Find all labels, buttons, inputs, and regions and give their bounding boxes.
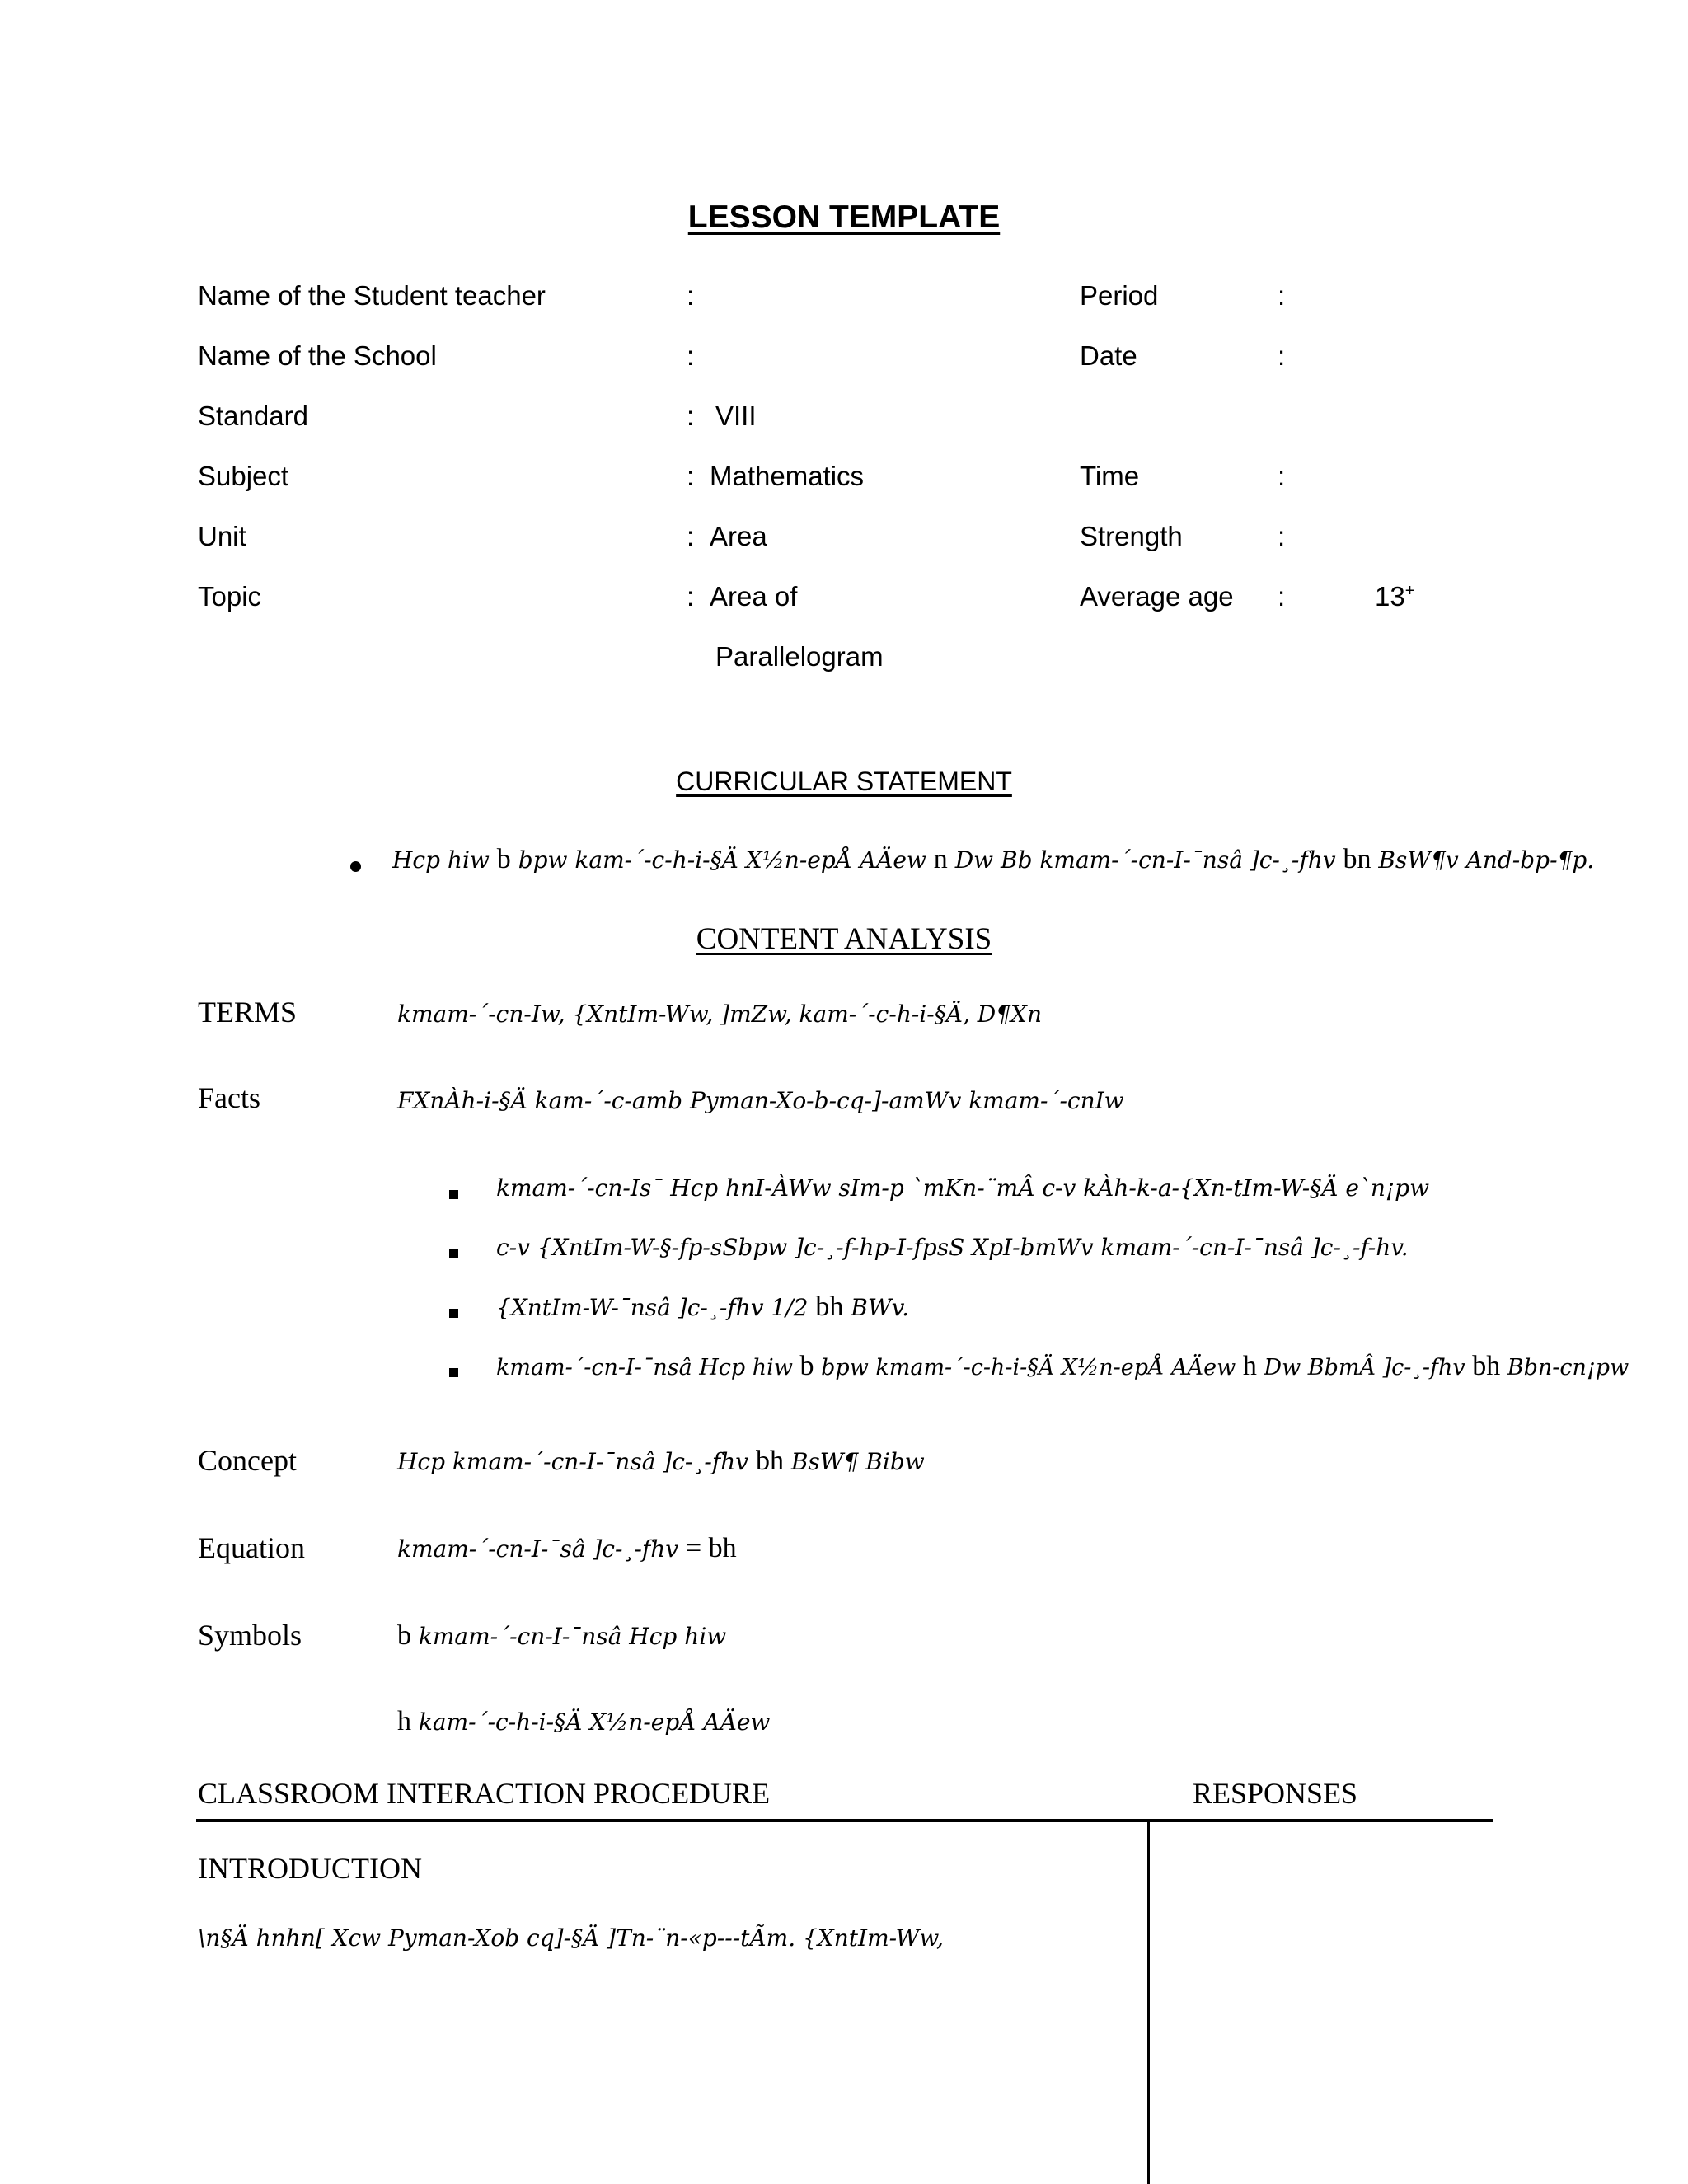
colon: : — [687, 521, 695, 551]
subject-value: Mathematics — [710, 461, 865, 491]
bullet-square — [449, 1190, 458, 1199]
equation-label: Equation — [198, 1531, 305, 1564]
fact-bullet-1: kmam-´-cn-Is¯ Hcp hnI-ÀWw sIm-p `mKn-¨mÂ c-v kÀh-k-a-{Xn-tIm-W-§Ä e`n¡pw — [496, 1174, 1430, 1202]
content-analysis-heading: CONTENT ANALYSIS — [696, 922, 992, 956]
colon: : — [1278, 521, 1286, 551]
fact-bullet-3: {XntIm-W-¯nsâ ]c-¸-fhv 1/2 bh BWv. — [496, 1291, 910, 1322]
colon: : — [687, 280, 695, 311]
student-teacher-label: Name of the Student teacher — [198, 280, 546, 311]
average-age-label: Average age — [1080, 581, 1234, 612]
unit-label: Unit — [198, 521, 246, 551]
symbol-b-text: b kmam-´-cn-I-¯nsâ Hcp hiw — [397, 1620, 727, 1651]
bullet-square — [449, 1309, 458, 1318]
terms-label: TERMS — [198, 996, 298, 1029]
table-divider-vertical — [1147, 1821, 1150, 2184]
school-label: Name of the School — [198, 340, 437, 371]
bullet-square — [449, 1368, 458, 1377]
bullet-square — [449, 1249, 458, 1258]
period-label: Period — [1080, 280, 1159, 311]
topic-value: Area of — [710, 581, 798, 612]
equation-text: kmam-´-cn-I-¯sâ ]c-¸-fhv = bh — [397, 1533, 737, 1563]
concept-text: Hcp kmam-´-cn-I-¯nsâ ]c-¸-fhv bh BsW¶ Bibw — [397, 1446, 925, 1476]
colon: : — [687, 401, 695, 431]
average-age-value: 13+ — [1375, 581, 1415, 612]
colon: : — [1278, 581, 1286, 612]
topic-label: Topic — [198, 581, 262, 612]
colon: : — [687, 340, 695, 371]
standard-value: VIII — [715, 401, 757, 431]
procedure-heading: CLASSROOM INTERACTION PROCEDURE — [198, 1777, 771, 1810]
subject-label: Subject — [198, 461, 289, 491]
introduction-heading: INTRODUCTION — [198, 1852, 422, 1885]
facts-text: FXnÀh-i-§Ä kam-´-c-amb Pyman-Xo-b-cq-]-amWv kmam-´-cnIw — [397, 1087, 1124, 1114]
fact-bullet-2: c-v {XntIm-W-§-fp-sSbpw ]c-¸-f-hp-I-fpsS XpI-bmWv kmam-´-cn-I-¯nsâ ]c-¸-f-hv. — [496, 1234, 1409, 1261]
unit-value: Area — [710, 521, 767, 551]
curricular-statement-text: Hcp hiw b bpw kam-´-c-h-i-§Ä X½n-epÅ AÄew n Dw Bb kmam-´-cn-I-¯nsâ ]c-¸-fhv bn BsW¶v And-bp-¶p. — [392, 844, 1595, 874]
curricular-statement-heading: CURRICULAR STATEMENT — [676, 766, 1012, 796]
date-label: Date — [1080, 340, 1137, 371]
introduction-text: \n§Ä hnhn[ Xcw Pyman-Xob cq]-§Ä ]Tn-¨n-«p---tÃm. {XntIm-Ww, — [198, 1924, 944, 1952]
time-label: Time — [1080, 461, 1140, 491]
colon: : — [687, 461, 695, 491]
colon: : — [1278, 461, 1286, 491]
page-title: LESSON TEMPLATE — [687, 199, 1001, 235]
colon: : — [1278, 340, 1286, 371]
responses-heading: RESPONSES — [1193, 1777, 1358, 1810]
concept-label: Concept — [198, 1444, 297, 1477]
symbols-label: Symbols — [198, 1619, 302, 1652]
colon: : — [1278, 280, 1286, 311]
strength-label: Strength — [1080, 521, 1183, 551]
table-divider-horizontal — [196, 1819, 1493, 1822]
colon: : — [687, 581, 695, 612]
fact-bullet-4: kmam-´-cn-I-¯nsâ Hcp hiw b bpw kmam-´-c-h-i-§Ä X½n-epÅ AÄew h Dw BbmÂ ]c-¸-fhv bh Bbn-cn¡pw — [496, 1351, 1629, 1381]
symbol-h-text: h kam-´-c-h-i-§Ä X½n-epÅ AÄew — [397, 1706, 771, 1736]
facts-label: Facts — [198, 1081, 260, 1114]
bullet-dot — [350, 861, 361, 872]
topic-value-cont: Parallelogram — [715, 641, 884, 672]
standard-label: Standard — [198, 401, 308, 431]
terms-text: kmam-´-cn-Iw, {XntIm-Ww, ]mZw, kam-´-c-h-i-§Ä, D¶Xn — [397, 1001, 1042, 1028]
